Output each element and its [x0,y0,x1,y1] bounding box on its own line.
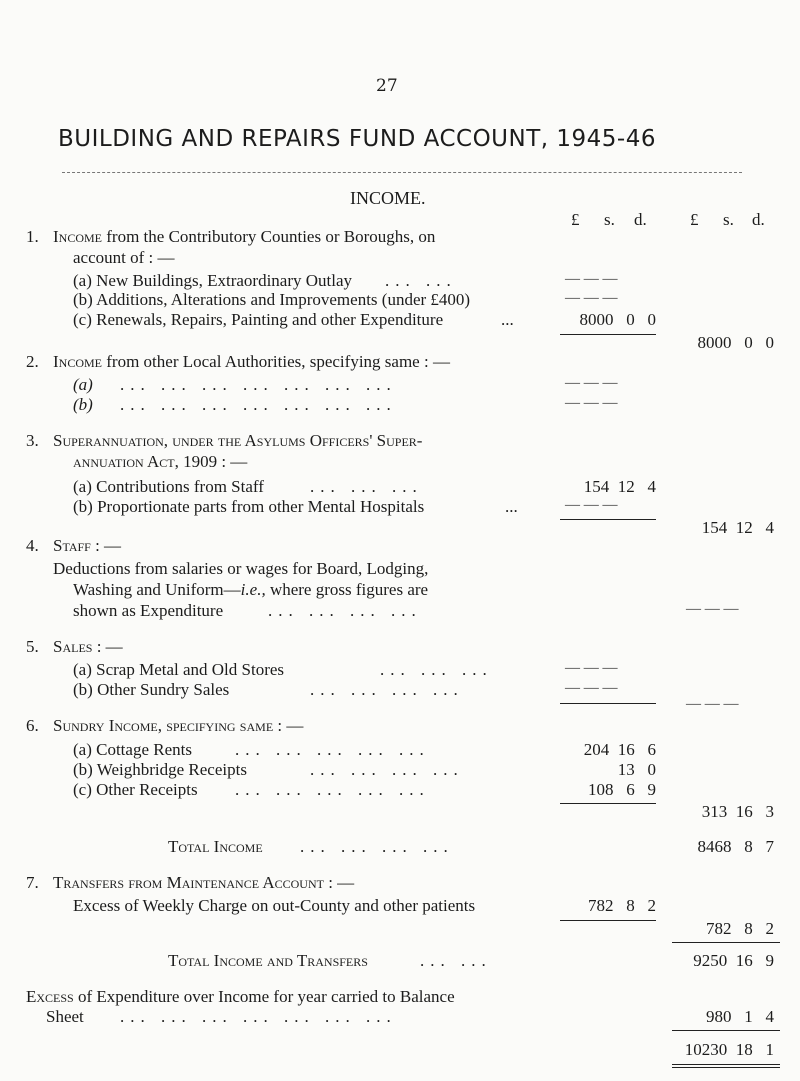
item-6a: (a) Cottage Rents [73,740,192,759]
item-7-value: 782 8 2 [588,896,656,915]
item-1-total: 8000 0 0 [697,333,774,352]
item-6-number: 6. [26,716,39,735]
leader-dots: ... ... ... ... [310,760,464,779]
item-5b-value: — — — [565,680,618,696]
leader-dots: ... ... ... ... ... [235,780,430,799]
item-1a: (a) New Buildings, Extraordinary Outlay [73,271,353,290]
item-1c-value: 8000 0 0 [579,310,656,329]
item-6a-value: 204 16 6 [583,740,656,759]
subtotal-rule [560,703,656,704]
item-4-value: — — — [686,601,739,617]
item-4-text-line1: Deductions from salaries or wages for Board, Lodging, [53,559,429,578]
item-6c-value: 108 6 9 [588,780,656,799]
total-income-transfers-label: Total Income and Transfers [168,951,368,970]
col2-d-header: d. [752,210,765,229]
leader-dots: ... ... ... ... ... [235,740,430,759]
item-3b: (b) Proportionate parts from other Mental Hospitals [73,497,425,516]
item-3-heading: Superannuation, under the Asylums Officers' Super- [53,431,423,450]
item-1c: (c) Renewals, Repairs, Painting and other Expenditure [73,310,444,329]
leader-dots: ... ... [420,951,492,970]
item-1-heading-line2: account of : — [73,248,175,267]
subtotal-rule [560,920,656,921]
item-1a-value: — — — [565,271,618,287]
item-2b: (b) [73,395,93,414]
grand-total-double-rule [672,1064,780,1068]
subtotal-rule [560,519,656,520]
item-3b-value: — — — [565,497,618,513]
item-4-number: 4. [26,536,39,555]
item-2-number: 2. [26,352,39,371]
item-4-text-line2: Washing and Uniform—i.e., where gross figures are [73,580,429,599]
item-2-heading: Income from other Local Authorities, specifying same : — [53,352,450,371]
subtotal-rule [560,803,656,804]
item-7-number: 7. [26,873,39,892]
item-6-heading: Sundry Income, specifying same : — [53,716,304,735]
item-5b: (b) Other Sundry Sales [73,680,230,699]
item-1-heading: Income from the Contributory Counties or Boroughs, on [53,227,436,246]
item-3-number: 3. [26,431,39,450]
leader-dots: ... ... ... [310,477,423,496]
section-heading: INCOME. [350,188,426,208]
leader-dots: ... [505,497,518,516]
total-income-value: 8468 8 7 [697,837,774,856]
item-1b-value: — — — [565,290,618,306]
total-income-label: Total Income [168,837,263,856]
item-1b: (b) Additions, Alterations and Improvements (under £400) [73,290,471,309]
excess-value: 980 1 4 [706,1007,774,1026]
item-3a-value: 154 12 4 [583,477,656,496]
item-3a: (a) Contributions from Staff [73,477,264,496]
item-2a: (a) [73,375,93,394]
col1-s-header: s. [604,210,615,229]
leader-dots: ... ... ... ... ... ... ... [120,1007,397,1026]
item-6c: (c) Other Receipts [73,780,198,799]
leader-dots: ... ... ... ... ... ... ... [120,395,397,414]
col2-s-header: s. [723,210,734,229]
item-4-heading: Staff : — [53,536,122,555]
page-number: 27 [376,76,398,96]
item-2a-value: — — — [565,375,618,391]
item-7-text: Excess of Weekly Charge on out-County and other patients [73,896,476,915]
item-6-total: 313 16 3 [701,802,774,821]
leader-dots: ... ... ... ... [300,837,454,856]
grand-total-rule [672,1030,780,1031]
item-5-total: — — — [686,696,739,712]
total-rule [672,942,780,943]
item-6b-value: 13 0 [617,760,656,779]
item-3-total: 154 12 4 [701,518,774,537]
item-5-number: 5. [26,637,39,656]
item-2b-value: — — — [565,395,618,411]
grand-total-value: 10230 18 1 [684,1040,774,1059]
item-6b: (b) Weighbridge Receipts [73,760,247,779]
item-3-heading-line2: annuation Act, 1909 : — [73,452,248,471]
col1-d-header: d. [634,210,647,229]
leader-dots: ... ... ... ... [310,680,464,699]
item-5-heading: Sales : — [53,637,123,656]
excess-label-line1: Excess of Expenditure over Income for year carried to Balance [26,987,455,1006]
item-7-total: 782 8 2 [706,919,774,938]
excess-label-line2: Sheet [46,1007,84,1026]
item-1-number: 1. [26,227,39,246]
col1-pound-header: £ [571,210,580,229]
leader-dots: ... ... ... ... [268,601,422,620]
item-5a: (a) Scrap Metal and Old Stores [73,660,285,679]
col2-pound-header: £ [690,210,699,229]
leader-dots: ... ... ... ... ... ... ... [120,375,397,394]
item-4-text-line3: shown as Expenditure [73,601,224,620]
item-5a-value: — — — [565,660,618,676]
page-title: BUILDING AND REPAIRS FUND ACCOUNT, 1945-46 [58,126,656,152]
leader-dots: ... ... [385,271,457,290]
leader-dots: ... [501,310,514,329]
title-divider [62,172,742,173]
total-income-transfers-value: 9250 16 9 [693,951,774,970]
leader-dots: ... ... ... [380,660,493,679]
subtotal-rule [560,334,656,335]
item-7-heading: Transfers from Maintenance Account : — [53,873,355,892]
